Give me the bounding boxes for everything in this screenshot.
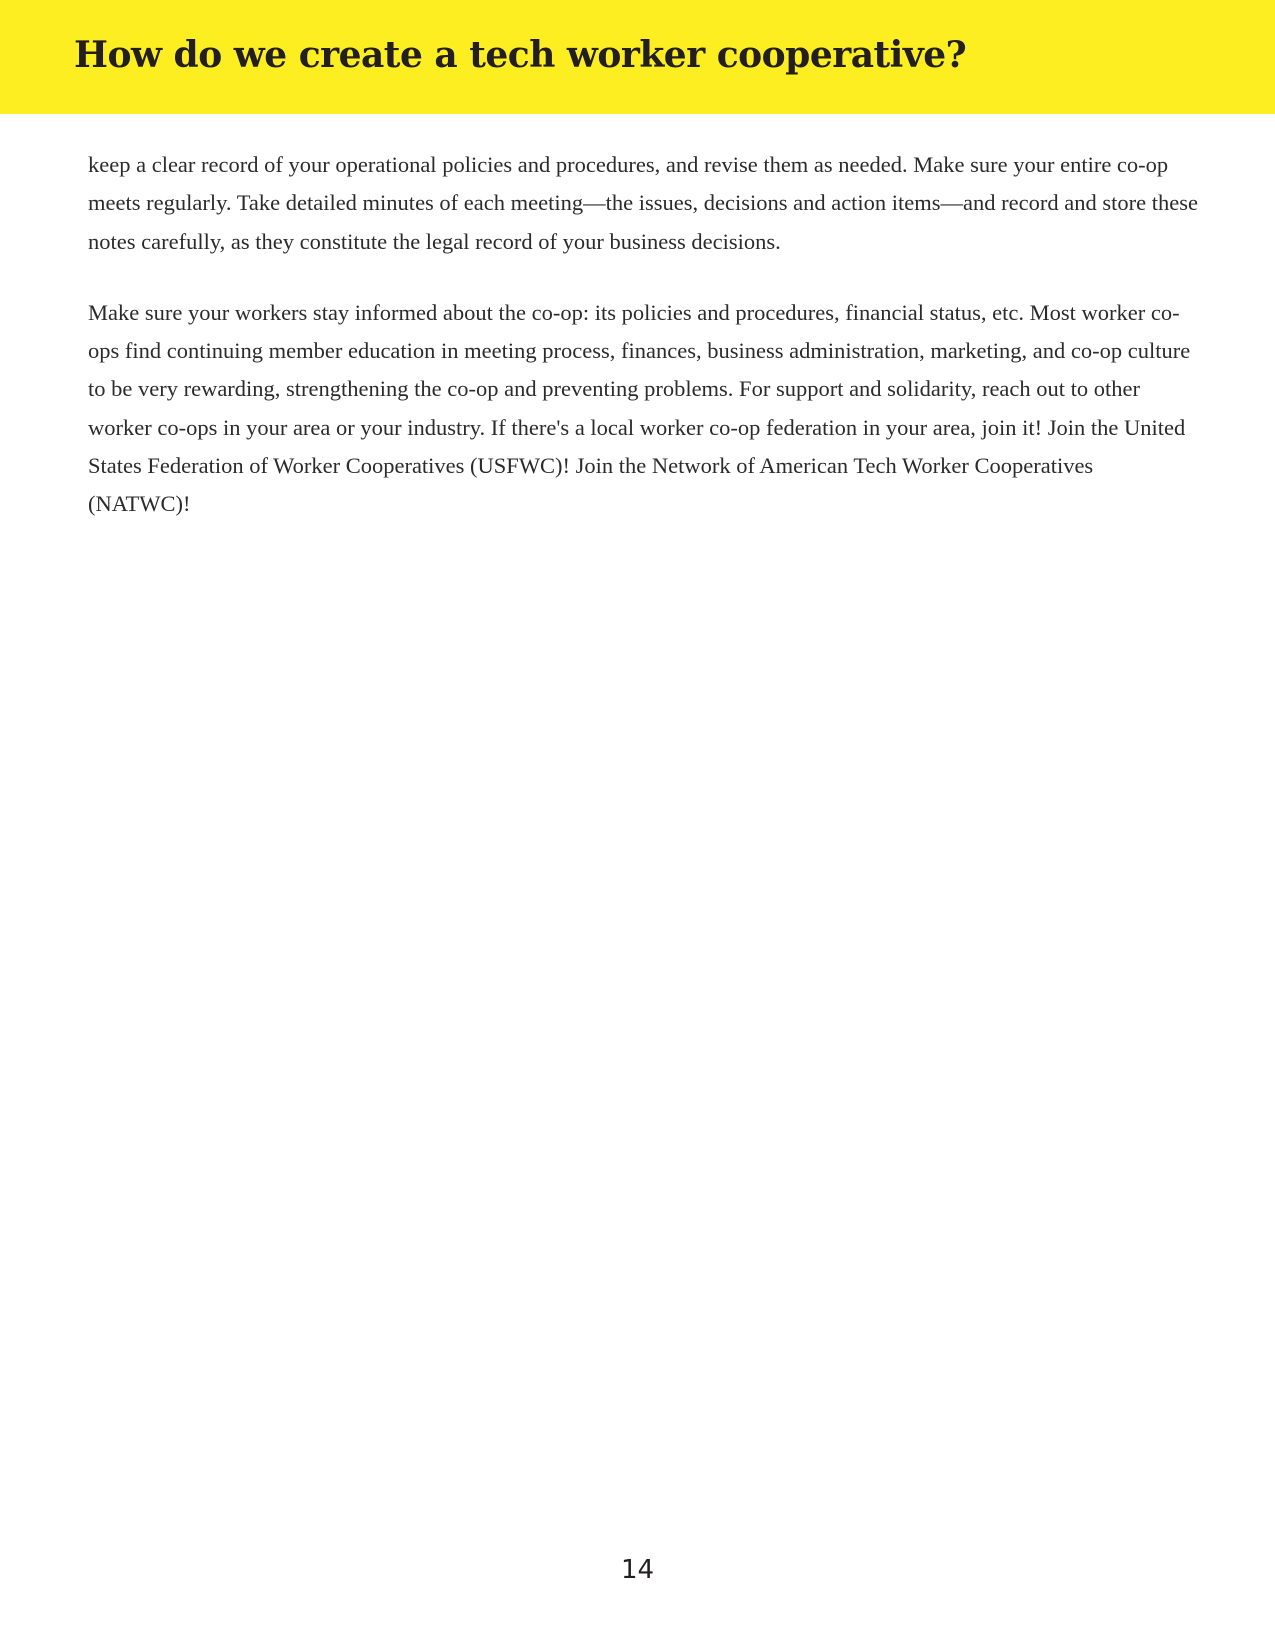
page-number: 14: [620, 1555, 655, 1585]
header-band: [0, 0, 1275, 114]
paragraph-1: keep a clear record of your operational policies and procedures, and revise them as needed. Make sure your entire co-op meets regularly. Take detailed minutes of each meeting—the issues, decisions and action items—and record and store these notes carefully, as they constitute the legal record of your business decisions.: [88, 152, 1198, 254]
page-title: How do we create a tech worker cooperative?: [74, 34, 967, 76]
body-text: [88, 146, 1198, 524]
paragraph-2: Make sure your workers stay informed about the co-op: its policies and procedures, financial status, etc. Most worker co-ops find continuing member education in meeting process, finances, business administration, marketing, and co-op culture to be very rewarding, strengthening the co-op and preventing problems. For support and solidarity, reach out to other worker co-ops in your area or your industry. If there's a local worker co-op federation in your area, join it! Join the United States Federation of Worker Cooperatives (USFWC)! Join the Network of American Tech Worker Cooperatives (NATWC)!: [88, 299, 1191, 517]
